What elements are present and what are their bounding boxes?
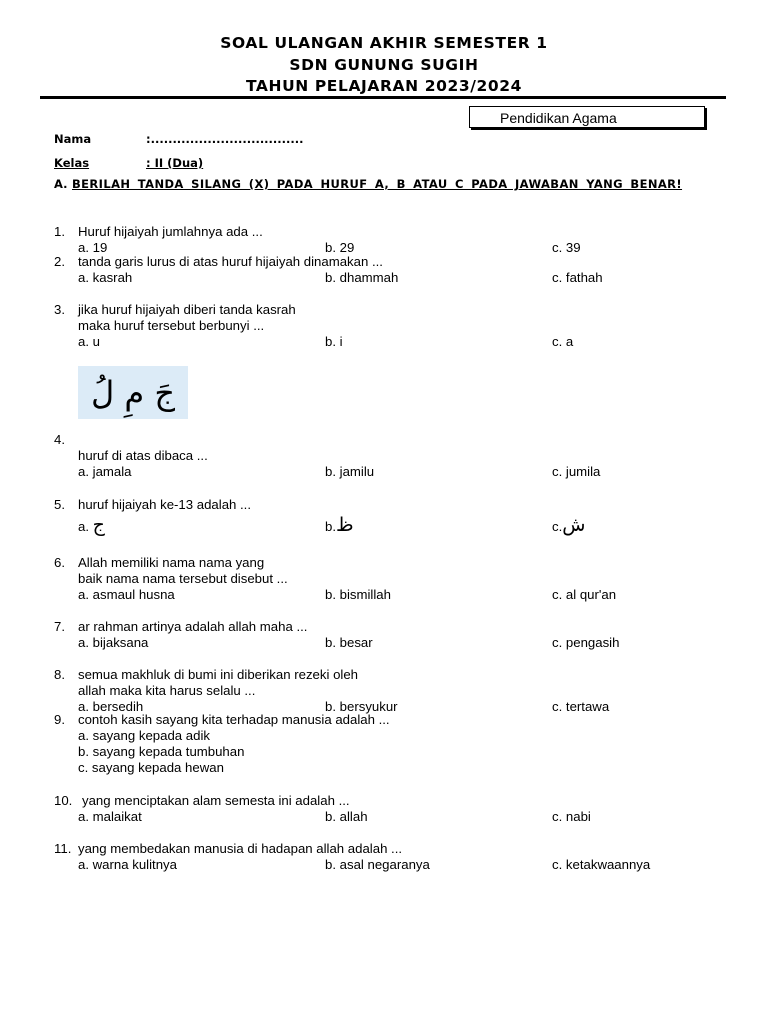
- option-c-label: c.: [552, 519, 563, 534]
- option-a-arabic: ج: [92, 514, 105, 536]
- question-number: 10.: [54, 793, 73, 808]
- question-7: [54, 619, 734, 651]
- question-8: [54, 667, 734, 715]
- option-a: a. u: [78, 334, 100, 349]
- options-row: [54, 514, 734, 539]
- instruction-text: BERILAH TANDA SILANG (X) PADA HURUF A, B ATAU C PADA JAWABAN YANG BENAR!: [72, 177, 683, 191]
- question-text: huruf hijaiyah ke-13 adalah ...: [78, 497, 252, 512]
- option-c: c. sayang kepada hewan: [78, 760, 224, 775]
- options-row: [54, 809, 734, 825]
- option-a: a. warna kulitnya: [78, 857, 177, 872]
- question-text: contoh kasih sayang kita terhadap manusia adalah ...: [78, 712, 390, 727]
- option-b: b. bersyukur: [325, 699, 398, 714]
- question-text: huruf di atas dibaca ...: [78, 448, 208, 463]
- question-number: 3.: [54, 302, 65, 317]
- option-b: b. jamilu: [325, 464, 375, 479]
- option-c-arabic: ش: [562, 514, 586, 536]
- question-9: [54, 712, 734, 776]
- question-10: [54, 793, 734, 825]
- option-c: c. 39: [552, 240, 581, 255]
- section-letter: A.: [54, 177, 68, 191]
- school-name: SDN GUNUNG SUGIH: [289, 55, 479, 74]
- option-a: a. asmaul husna: [78, 587, 175, 602]
- name-value: :...................................: [146, 132, 304, 146]
- option-a: a. sayang kepada adik: [78, 728, 210, 743]
- question-text: Huruf hijaiyah jumlahnya ada ...: [78, 224, 263, 239]
- class-value: : II (Dua): [146, 156, 204, 170]
- options-row: [54, 635, 734, 651]
- question-2: [54, 254, 734, 286]
- name-field: [54, 132, 304, 146]
- options-row: [54, 587, 734, 603]
- option-b: b. besar: [325, 635, 373, 650]
- question-text: yang membedakan manusia di hadapan allah adalah ...: [78, 841, 403, 856]
- option-a: [78, 514, 105, 536]
- question-11: [54, 841, 734, 873]
- option-c: c. ketakwaannya: [552, 857, 651, 872]
- question-text: yang menciptakan alam semesta ini adalah ...: [82, 793, 350, 808]
- option-b: b. i: [325, 334, 343, 349]
- question-number: 5.: [54, 497, 65, 512]
- option-c: c. pengasih: [552, 635, 620, 650]
- option-b: b. dhammah: [325, 270, 399, 285]
- options-row: [54, 464, 734, 480]
- question-1: [54, 224, 734, 256]
- option-b: b. bismillah: [325, 587, 391, 602]
- option-b: b. sayang kepada tumbuhan: [78, 744, 245, 759]
- question-number: 11.: [54, 841, 72, 856]
- options-row: [54, 857, 734, 873]
- option-b: b. 29: [325, 240, 355, 255]
- option-c: c. fathah: [552, 270, 603, 285]
- question-text: jika huruf hijaiyah diberi tanda kasrah: [78, 302, 296, 317]
- option-a: a. jamala: [78, 464, 132, 479]
- option-c: c. a: [552, 334, 574, 349]
- options-row: [54, 270, 734, 286]
- question-5: [54, 497, 734, 535]
- option-a: a. bijaksana: [78, 635, 149, 650]
- class-field: [54, 156, 203, 170]
- options-row: [54, 334, 734, 350]
- question-number: 9.: [54, 712, 65, 727]
- question-number: 7.: [54, 619, 65, 634]
- option-b: [325, 514, 354, 536]
- option-a: a. 19: [78, 240, 108, 255]
- option-a: a. malaikat: [78, 809, 142, 824]
- question-number: 1.: [54, 224, 65, 239]
- question-text: [54, 432, 734, 448]
- name-label: Nama: [54, 132, 92, 146]
- question-6: [54, 555, 734, 603]
- question-number: 8.: [54, 667, 65, 682]
- section-instruction: [54, 176, 717, 192]
- option-c: [552, 514, 586, 536]
- option-a: a. kasrah: [78, 270, 133, 285]
- question-text: Allah memiliki nama nama yang: [78, 555, 265, 570]
- question-number: 4.: [54, 432, 65, 447]
- option-a: a. bersedih: [78, 699, 144, 714]
- question-text: tanda garis lurus di atas huruf hijaiyah dinamakan ...: [78, 254, 383, 269]
- option-b: b. asal negaranya: [325, 857, 430, 872]
- question-number: 6.: [54, 555, 65, 570]
- option-c: c. al qur'an: [552, 587, 617, 602]
- exam-title: SOAL ULANGAN AKHIR SEMESTER 1: [220, 34, 548, 52]
- question-text: maka huruf tersebut berbunyi ...: [78, 318, 265, 333]
- question-text: baik nama nama tersebut disebut ...: [78, 571, 288, 586]
- option-c: c. tertawa: [552, 699, 610, 714]
- exam-header: [0, 33, 768, 98]
- option-b-arabic: ظ: [336, 514, 354, 536]
- question-3: [54, 302, 734, 350]
- question-text: allah maka kita harus selalu ...: [78, 683, 256, 698]
- question-4: [54, 432, 734, 480]
- option-c: c. nabi: [552, 809, 591, 824]
- question-text: ar rahman artinya adalah allah maha ...: [78, 619, 308, 634]
- arabic-letters-image: جَ مِ لُ: [78, 366, 188, 419]
- subject-box: [469, 106, 705, 128]
- academic-year: TAHUN PELAJARAN 2023/2024: [245, 77, 523, 95]
- option-b-label: b.: [325, 519, 336, 534]
- option-a-label: a.: [78, 519, 93, 534]
- question-text: semua makhluk di bumi ini diberikan rezeki oleh: [78, 667, 359, 682]
- subject-label: Pendidikan Agama: [500, 110, 617, 126]
- question-number: 2.: [54, 254, 65, 269]
- option-c: c. jumila: [552, 464, 601, 479]
- class-label: Kelas: [54, 156, 90, 170]
- option-b: b. allah: [325, 809, 368, 824]
- header-divider: [40, 96, 726, 99]
